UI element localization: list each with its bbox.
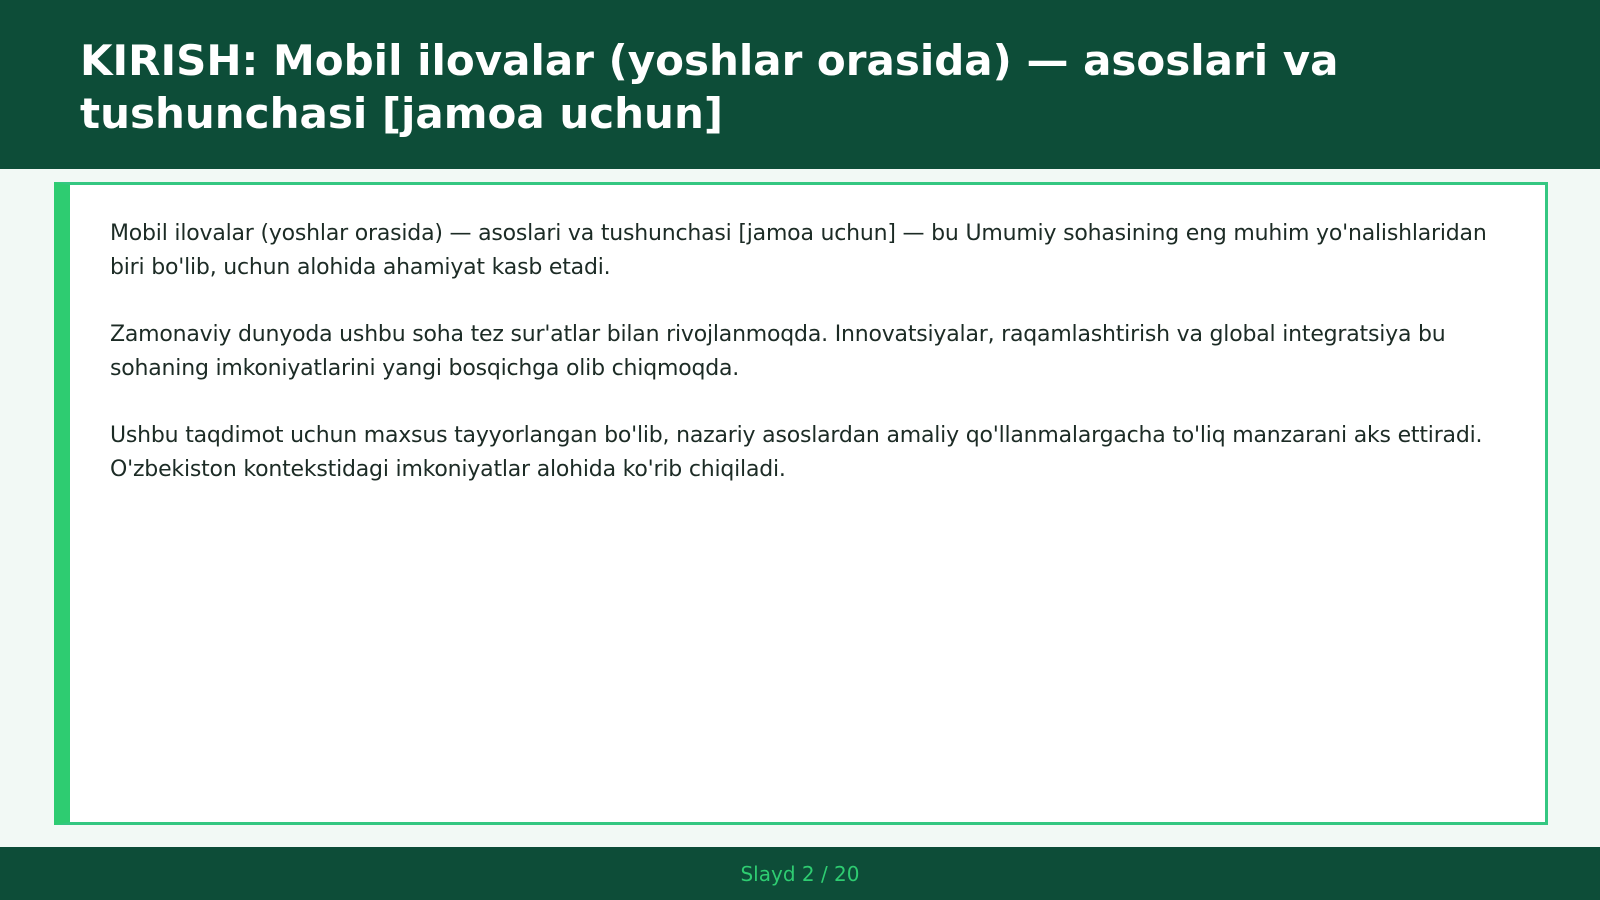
context-paragraph: Zamonaviy dunyoda ushbu soha tez sur'atlar bilan rivojlanmoqda. Innovatsiyalar, raqamlashtirish va global integratsiya bu sohaning imkoniyatlarini yangi bosqichga olib chiqmoqda. [110,322,1446,381]
slide-title: KIRISH: Mobil ilovalar (yoshlar orasida) — asoslari va tushunchasi [jamoa uchun] [80,36,1339,138]
content-card [54,182,1548,825]
slide-footer [0,847,1600,900]
intro-paragraph: Mobil ilovalar (yoshlar orasida) — asoslari va tushunchasi [jamoa uchun] — bu Umumiy sohasining eng muhim yo'nalishlaridan biri bo'lib, uchun alohida ahamiyat kasb etadi. [110,221,1487,280]
slide-header [0,0,1600,169]
slide-counter: Slayd 2 / 20 [740,861,860,886]
purpose-paragraph: Ushbu taqdimot uchun maxsus tayyorlangan bo'lib, nazariy asoslardan amaliy qo'llanmalargacha to'liq manzarani aks ettiradi. O'zbekiston kontekstidagi imkoniyatlar alohida ko'rib chiqiladi. [110,423,1483,482]
